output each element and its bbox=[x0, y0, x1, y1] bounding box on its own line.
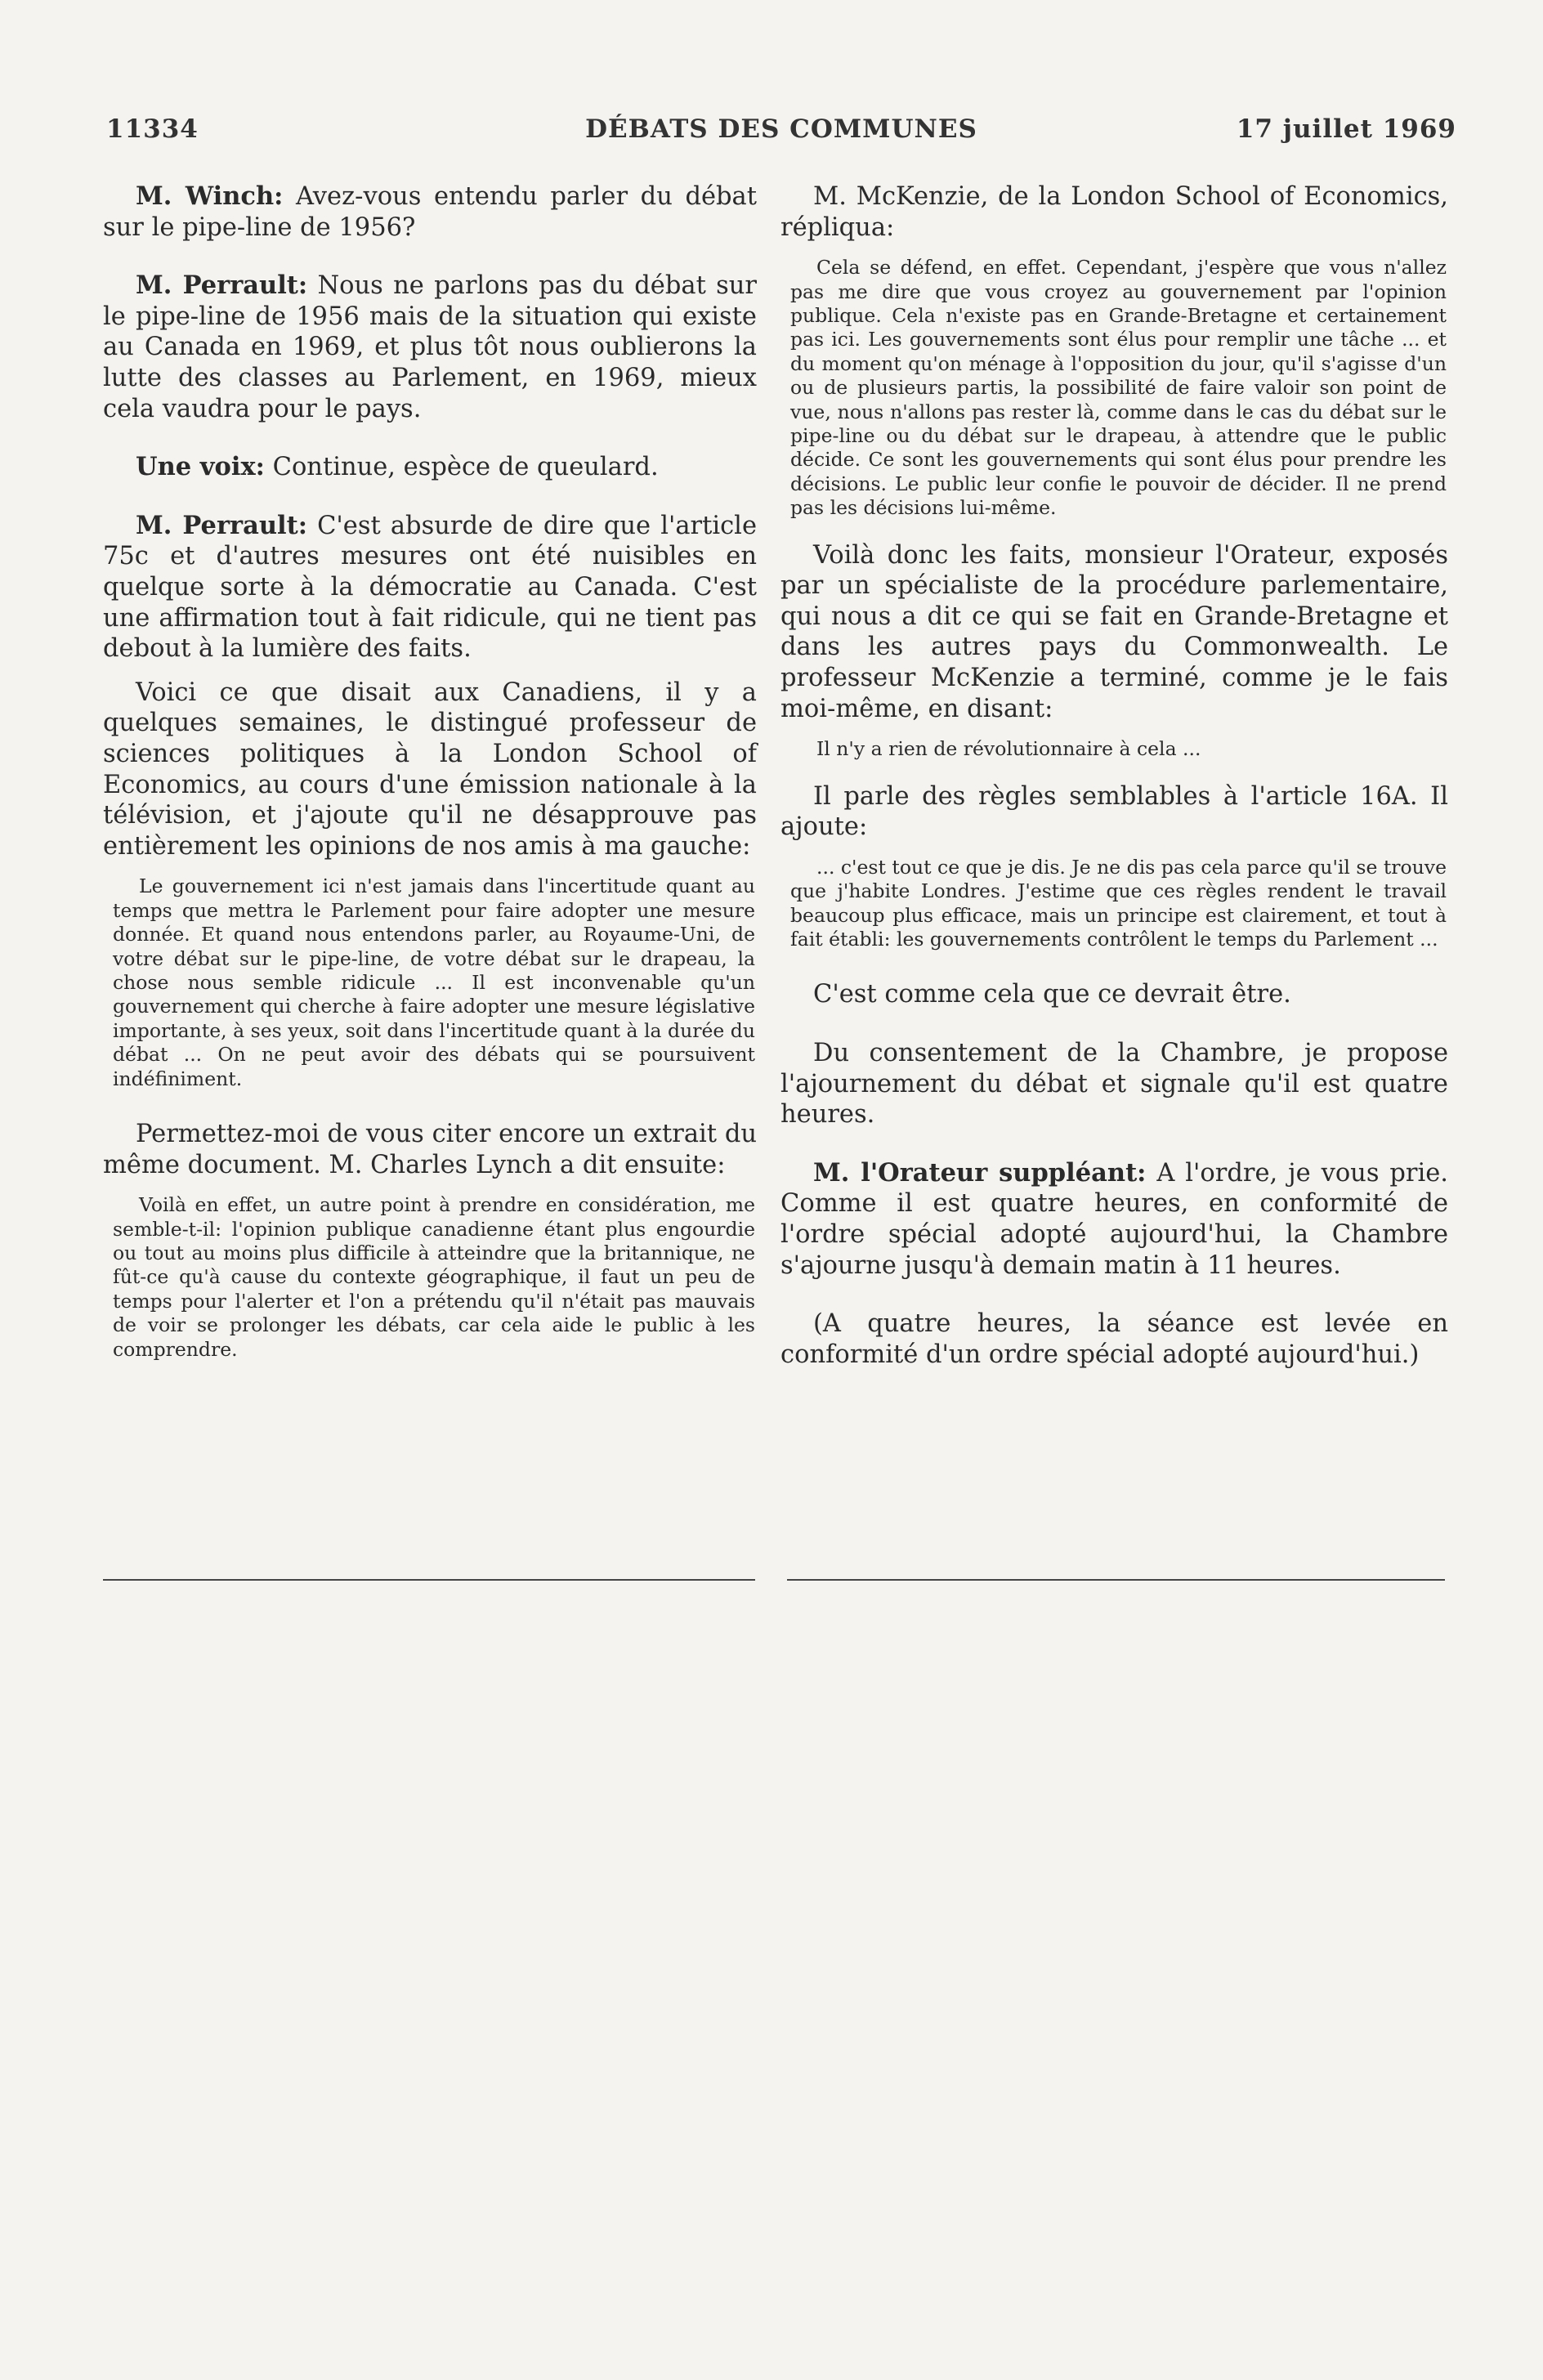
speaker-name: M. Winch: bbox=[136, 181, 284, 211]
paragraph-mckenzie: M. McKenzie, de la London School of Economics, répliqua: bbox=[780, 182, 1448, 242]
speech-text: Nous ne parlons pas du débat sur le pipe-line de 1956 mais de la situation qui existe au Canada en 1969, et plus tôt nous oublierons la lutte des classes au Parlement, en 1969, mieux cela vaudra pour le pays. bbox=[103, 271, 758, 423]
speech-text: Avez-vous entendu parler du débat sur le pipe-line de 1956? bbox=[103, 182, 758, 242]
quotation-block: ... c'est tout ce que je dis. Je ne dis pas cela parce qu'il se trouve que j'habite Londres. J'estime que ces règles rendent le travail beaucoup plus efficace, mais un principe est clairement, et tout à fait établi: les gouvernements contrôlent le temps du Parlement ... bbox=[790, 855, 1447, 951]
paragraph-consentement: Du consentement de la Chambre, je propose l'ajournement du débat et signale qu'il est quatre heures. bbox=[780, 1039, 1448, 1130]
adjournment-note: (A quatre heures, la séance est levée en conformité d'un ordre spécial adopté aujourd'hui.) bbox=[780, 1309, 1448, 1369]
speaker-name: M. Perrault: bbox=[136, 510, 307, 540]
paragraph-orateur bbox=[780, 1158, 1448, 1281]
end-rule bbox=[787, 1579, 1445, 1581]
right-column bbox=[780, 181, 1448, 1370]
page-header bbox=[106, 114, 1456, 155]
paragraph-comme-cela: C'est comme cela que ce devrait être. bbox=[813, 980, 1291, 1009]
speech-text: Continue, espèce de queulard. bbox=[264, 453, 659, 482]
quotation-block: Voilà en effet, un autre point à prendre en considération, me semble-t-il: l'opinion publique canadienne étant plus engourdie ou tout au moins plus difficile à atteindre que la britannique, ne fût-ce qu'à cause du contexte géographique, il faut un peu de temps pour l'alerter et l'on a prétendu qu'il n'était pas mauvais de voir se prolonger les débats, car cela aide le public à les comprendre. bbox=[113, 1193, 755, 1361]
page-number: 11334 bbox=[106, 114, 199, 144]
speaker-name: Une voix: bbox=[136, 452, 265, 482]
left-column bbox=[103, 181, 757, 1362]
quotation-block: Le gouvernement ici n'est jamais dans l'incertitude quant au temps que mettra le Parlement pour faire adopter une mesure donnée. Et quand nous entendons parler, au Royaume-Uni, de votre débat sur le pipe-line, de votre débat sur le drapeau, la chose nous semble ridicule ... Il est inconvenable qu'un gouvernement qui cherche à faire adopter une mesure législative importante, à ses yeux, soit dans l'incertitude quant à la durée du débat ... On ne peut avoir des débats qui se poursuivent indéfiniment. bbox=[113, 875, 755, 1090]
quotation-block: Il n'y a rien de révolutionnaire à cela ... bbox=[816, 737, 1201, 761]
publication-title: DÉBATS DES COMMUNES bbox=[585, 114, 977, 144]
speaker-name: M. Perrault: bbox=[136, 271, 308, 301]
issue-date: 17 juillet 1969 bbox=[1236, 114, 1456, 144]
paragraph-perrault-2 bbox=[103, 511, 757, 664]
paragraph-perrault-1 bbox=[103, 271, 757, 424]
quotation-block: Cela se défend, en effet. Cependant, j'espère que vous n'allez pas me dire que vous croyez au gouvernement par l'opinion publique. Cela n'existe pas en Grande-Bretagne et certainement pas ici. Les gouvernements sont élus pour remplir une tâche ... et du moment qu'on ménage à l'opposition du jour, qu'il s'agisse d'un ou de plusieurs partis, la possibilité de faire valoir son point de vue, nous n'allons pas rester là, comme dans le cas du débat sur le pipe-line ou du débat sur le drapeau, à attendre que le public décide. Ce sont les gouvernements qui sont élus pour prendre les décisions. Le public leur confie le pouvoir de décider. Il ne prend pas les décisions lui-même. bbox=[790, 256, 1447, 520]
speech-text: C'est absurde de dire que l'article 75c et d'autres mesures ont été nuisibles en quelque sorte à la démocratie au Canada. C'est une affirmation tout à fait ridicule, qui ne tient pas debout à la lumière des faits. bbox=[103, 511, 757, 664]
speaker-name: M. l'Orateur suppléant: bbox=[813, 1157, 1147, 1188]
end-rule bbox=[103, 1579, 755, 1581]
speech-text: A l'ordre, je vous prie. Comme il est quatre heures, en conformité de l'ordre spécial adopté aujourd'hui, la Chambre s'ajourne jusqu'à demain matin à 11 heures. bbox=[780, 1158, 1449, 1280]
paragraph-une-voix bbox=[103, 452, 757, 483]
paragraph-permettez: Permettez-moi de vous citer encore un extrait du même document. M. Charles Lynch a dit ensuite: bbox=[103, 1119, 757, 1179]
paragraph-voici: Voici ce que disait aux Canadiens, il y a quelques semaines, le distingué professeur de sciences politiques à la London School of Economics, au cours d'une émission nationale à la télévision, et j'ajoute qu'il ne désapprouve pas entièrement les opinions de nos amis à ma gauche: bbox=[103, 678, 757, 861]
paragraph-regles: Il parle des règles semblables à l'article 16A. Il ajoute: bbox=[780, 781, 1448, 842]
paragraph-winch bbox=[103, 181, 757, 243]
paragraph-voila: Voilà donc les faits, monsieur l'Orateur, exposés par un spécialiste de la procédure parlementaire, qui nous a dit ce qui se fait en Grande-Bretagne et dans les autres pays du Commonwealth. Le professeur McKenzie a terminé, comme je le fais moi-même, en disant: bbox=[780, 540, 1448, 723]
